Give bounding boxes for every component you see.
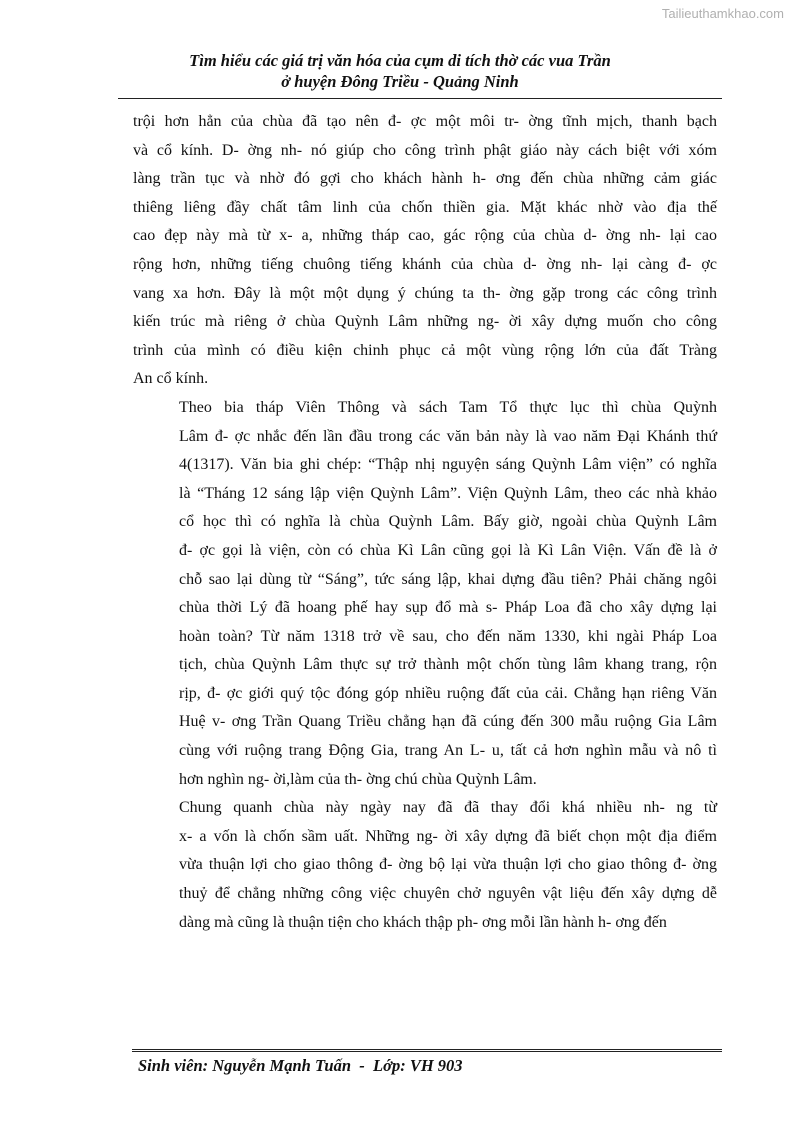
text-line: trình của mình có điều kiện chinh phục cả một vùng rộng lớn của đất Tràng [133,341,717,359]
footer-divider [132,1049,722,1054]
paragraph [133,794,717,937]
text-line: hơn nghìn ng- ời,làm của th- ờng chú chùa Quỳnh Lâm. [179,770,537,788]
text-line: Lâm đ- ợc nhắc đến lần đầu trong các văn bản này là vao năm Đại Khánh thứ [179,427,717,445]
text-line: cao đẹp này mà từ x- a, những tháp cao, gác rộng của chùa d- ờng nh- lại cao [133,227,717,245]
text-line: tịch, chùa Quỳnh Lâm thực sự trở thành một chốn tùng lâm khang trang, rộn [179,656,717,674]
text-line: vang xa hơn. Đây là một một dụng ý chúng ta th- ờng gặp trong các công trình [133,284,717,302]
text-line: cùng với ruộng trang Động Gia, trang An L- u, tất cả hơn nghìn mẫu và nô tì [179,742,717,760]
header-divider [118,98,722,99]
page-header [120,50,680,92]
footer-class: Lớp: VH 903 [373,1056,463,1075]
text-line: hoàn toàn? Từ năm 1318 trở về sau, cho đến năm 1330, khi ngài Pháp Loa [179,627,717,645]
text-line: cổ học thì có nghĩa là chùa Quỳnh Lâm. Bấy giờ, ngoài chùa Quỳnh Lâm [179,513,717,531]
text-line: rịp, đ- ợc giới quý tộc đóng góp nhiều ruộng đất của cải. Chẳng hạn riêng Văn [179,684,717,702]
text-line: x- a vốn là chốn sầm uất. Những ng- ời xây dựng đã biết chọn một địa điểm [179,827,717,845]
text-line: đ- ợc gọi là viện, còn có chùa Kì Lân cũng gọi là Kì Lân Viện. Vấn đề là ở [179,541,717,559]
text-line: Theo bia tháp Viên Thông và sách Tam Tổ thực lục thì chùa Quỳnh [179,398,717,416]
text-line: An cổ kính. [133,370,209,388]
header-title-line-2: ở huyện Đông Triều - Quảng Ninh [281,72,519,91]
text-line: và cổ kính. D- ờng nh- nó giúp cho công trình phật giáo này cách biệt với xóm [133,141,717,159]
text-line: làng trần tục và nhờ đó gợi cho khách hành h- ơng đến chùa những cảm giác [133,170,717,188]
paragraph [133,394,717,794]
text-line: trội hơn hẳn của chùa đã tạo nên đ- ợc một môi tr- ờng tĩnh mịch, thanh bạch [133,113,717,130]
text-line: chỗ sao lại dùng từ “Sáng”, tức sáng lập, khai dựng đầu tiên? Phải chăng ngôi [179,570,717,588]
text-line: vừa thuận lợi cho giao thông đ- ờng bộ lại vừa thuận lợi cho giao thông đ- ờng [179,856,717,874]
text-line: Huệ v- ơng Trần Quang Triều chẳng hạn đã cúng đến 300 mẫu ruộng Gia Lâm [179,713,717,731]
watermark-text: Tailieuthamkhao.com [661,6,784,21]
page-footer [138,1056,463,1076]
document-body [133,108,717,937]
text-line: Chung quanh chùa này ngày nay đã đã thay đổi khá nhiều nh- ng từ [179,799,717,817]
text-line: thuỷ để chẳng những công việc chuyên chở nguyên vật liệu đến xây dựng dễ [179,885,717,903]
text-line: chùa thời Lý đã hoang phế hay sụp đổ mà s- Pháp Loa đã cho xây dựng lại [179,599,717,617]
text-line: thiêng liêng đầy chất tâm linh của chốn thiền gia. Mặt khác nhờ vào địa thế [133,198,717,216]
footer-separator: - [351,1056,374,1075]
footer-student: Sinh viên: Nguyễn Mạnh Tuấn [138,1056,352,1075]
header-title-line-1: Tìm hiểu các giá trị văn hóa của cụm di tích thờ các vua Trần [189,51,611,70]
text-line: kiến trúc mà riêng ở chùa Quỳnh Lâm những ng- ời xây dựng muốn cho công [133,313,717,331]
text-line: là “Tháng 12 sáng lập viện Quỳnh Lâm”. Viện Quỳnh Lâm, theo các nhà khảo [179,484,717,502]
text-line: rộng hơn, những tiếng chuông tiếng khánh của chùa d- ờng nh- lại càng đ- ợc [133,255,717,273]
text-line: 4(1317). Văn bia ghi chép: “Thập nhị nguyện sáng Quỳnh Lâm viện” có nghĩa [179,456,717,474]
paragraph [133,108,717,394]
text-line: dàng mà cũng là thuận tiện cho khách thập ph- ơng mỗi lần hành h- ơng đến [179,913,667,931]
